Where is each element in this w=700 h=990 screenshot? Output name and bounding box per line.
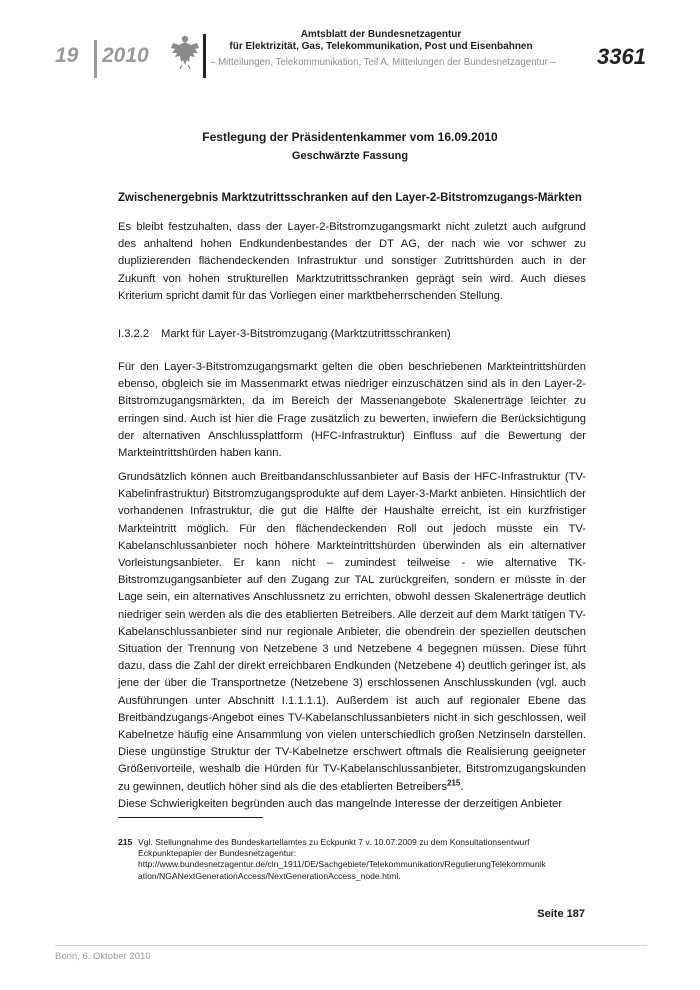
footnote-text	[138, 837, 588, 882]
paragraph-2: Für den Layer-3-Bitstromzugangsmarkt gelten die oben beschriebenen Markteintrittshürden ebenso, obgleich sie im Massenmarkt etwas niedriger einzuschätzen sind als in den Layer-2-Bitstromzugangsmärkten, da im Bereich der Massenangebote Skalenerträge leichter zu erringen sind. Auch ist hier die Frage zusätzlich zu bewerten, inwiefern die Berücksichtigung der alternativen Anschlussplattform (HFC-Infrastruktur) Einfluss auf die Bewertung der Markteintrittshürden haben kann.	[118, 361, 586, 460]
footnote-line: Vgl. Stellungnahme des Bundeskartellamtes zu Eckpunkt 7 v. 10.07.2009 zu dem Konsultationsentwurf	[138, 837, 530, 847]
paragraph-3-text: Grundsätzlich können auch Breitbandanschlussanbieter auf Basis der HFC-Infrastruktur (TV-Kabelinfrastruktur) Bitstromzugangsprodukte auf dem Layer-3-Markt anbieten. Hinsichtlich der vorhandenen Infrastruktur, die gut die Hälfte der Haushalte erreicht, ist ein kurzfristiger Markteintritt möglich. Für den flächendeckenden Roll out jedoch müsste ein TV-Kabelanschlussanbieter noch höhere Markteintrittshürden überwinden als ein alternativer Vorleistungsanbieter. Er kann nicht – zumindest teilweise - wie alternative TK-Bitstromzugangsanbieter auf den Zugang zur TAL zurückgreifen, sondern er müsste in der Lage sein, ein alternatives Anschlussnetz zu errichten, obwohl dessen Skalenerträge deutlich niedriger sein werden als die des etablierten Betreibers. Alle derzeit auf dem Markt tätigen TV-Kabelanschlussanbieter sind nur regionale Anbieter, die obendrein der speziellen deutschen Situation der Trennung von Netzebene 3 und Netzebene 4 begegnen müssen. Diese führt dazu, dass die Zahl der direkt erreichbaren Endkunden (Netzebene 4) deutlich geringer ist, als jene der über die Transportnetze (Netzebene 3) erschlossenen Anschlusskunden (vgl. auch Ausführungen unter Abschnitt I.1.1.1.1). Außerdem ist auch auf regionaler Ebene das Breitbandzugangs-Angebot eines TV-Kabelanschlussanbieters nicht in sich geschlossen, weil Kabelnetze häufig eine Ansammlung von vielen unterschiedlich großen Netzinseln darstellen. Diese ungünstige Struktur der TV-Kabelnetze erschwert oftmals die Realisierung geeigneter Größenvorteile, weshalb die Hürden für TV-Kabelanschlussanbieter, Bitstromzugangskunden zu gewinnen, deutlich höher sind als die des etablierten Betreibers	[118, 471, 586, 793]
footnote-reference[interactable]: 215	[447, 777, 461, 787]
federal-eagle-icon	[170, 34, 200, 70]
footer-text: Bonn, 6. Oktober 2010	[55, 951, 151, 962]
document-title: Festlegung der Präsidentenkammer vom 16.09.2010	[202, 130, 498, 144]
page-number: 3361	[597, 44, 646, 69]
subsection-heading	[118, 328, 451, 340]
page-label: Seite 187	[537, 908, 585, 920]
section-line: – Mitteilungen, Telekommunikation, Teil A, Mitteilungen der Bundesnetzagentur –	[210, 57, 556, 68]
section-heading: Zwischenergebnis Marktzutrittsschranken auf den Layer-2-Bitstromzugangs-Märkten	[118, 192, 582, 204]
footnote-link[interactable]: http://www.bundesnetzagentur.de/cln_1911/DE/Sachgebiete/Telekommunikation/RegulierungTelekommunik	[138, 859, 546, 870]
footnote-separator	[118, 817, 263, 818]
publisher-line-2: für Elektrizität, Gas, Telekommunikation, Post und Eisenbahnen	[229, 41, 533, 52]
paragraph-3	[118, 469, 586, 813]
paragraph-4: Diese Schwierigkeiten begründen auch das mangelnde Interesse der derzeitigen Anbieter	[118, 797, 563, 810]
footnote-line: Eckpunktepapier der Bundesnetzagentur:	[138, 848, 297, 859]
publisher-line-1: Amtsblatt der Bundesnetzagentur	[300, 29, 462, 40]
footer-divider	[55, 945, 647, 946]
paragraph-1: Es bleibt festzuhalten, dass der Layer-2-Bitstromzugangsmarkt nicht zuletzt auch aufgrund des anhaltend hohen Endkundenbestandes der DT AG, der nach wie vor schwer zu duplizierenden flächendeckenden Infrastruktur und sonstiger Zutrittshürden auch in der Zukunft von hohen strukturellen Marktzutrittsschranken geprägt sein wird. Auch dieses Kriterium spricht damit für das Vorliegen einer marktbeherrschenden Stellung.	[118, 221, 586, 302]
footnote-link[interactable]: ation/NGANextGenerationAccess/NextGenerationAccess_node.html.	[138, 870, 401, 881]
document-subtitle: Geschwärzte Fassung	[291, 150, 409, 162]
header-bar	[203, 34, 206, 78]
issue-year: 2010	[102, 44, 149, 67]
subsection-number: I.3.2.2	[118, 328, 150, 340]
issue-divider	[94, 40, 97, 78]
issue-number: 19	[55, 44, 79, 67]
paragraph-3-end: .	[460, 780, 464, 793]
subsection-title: Markt für Layer-3-Bitstromzugang (Marktzutrittsschranken)	[161, 328, 451, 340]
footnote-number: 215	[118, 837, 133, 847]
